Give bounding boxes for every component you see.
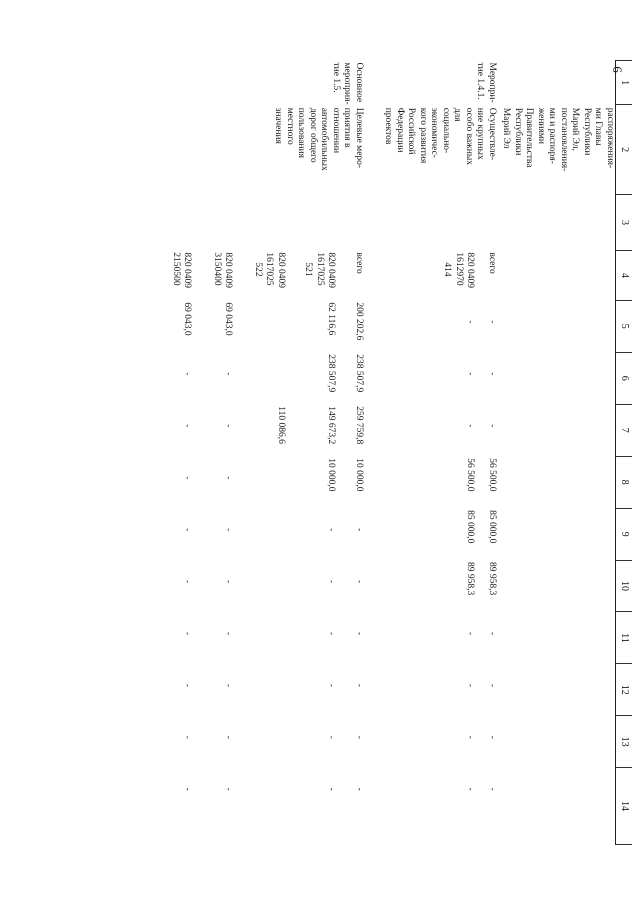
value-cell: - xyxy=(487,424,497,428)
value-cell: - xyxy=(465,683,476,687)
budget-code-line: всего xyxy=(487,252,497,274)
measure-name-line: приятия в xyxy=(342,107,353,148)
col-11 xyxy=(164,612,367,664)
value-cell: - xyxy=(487,787,497,791)
value-cell: - xyxy=(487,631,497,636)
value-cell: - xyxy=(326,787,337,791)
value-cell: - xyxy=(465,735,476,739)
header-col-14: 14 xyxy=(616,768,633,845)
value-cell: - xyxy=(326,735,337,739)
col-14 xyxy=(164,768,367,845)
value-cell: 10 000,0 xyxy=(326,458,337,492)
value-cell: - xyxy=(223,372,234,376)
value-cell: 69 043,0 xyxy=(223,302,234,336)
value-cell: - xyxy=(182,528,193,532)
value-cell: - xyxy=(223,735,234,739)
cont-text-line: Марий Эл, xyxy=(570,107,581,151)
value-cell: - xyxy=(354,683,364,687)
value-cell: - xyxy=(182,372,193,376)
value-cell: 89 958,3 xyxy=(465,562,476,596)
measure-name-line: Федерации xyxy=(395,107,405,153)
value-cell: - xyxy=(182,683,193,687)
budget-code-line: 1617025 xyxy=(264,252,275,286)
measure-name-line: экономичес- xyxy=(429,107,440,159)
budget-code-line: 3150400 xyxy=(212,252,222,286)
value-cell: - xyxy=(326,683,337,687)
measure-id xyxy=(367,61,500,105)
budget-code-line: всего xyxy=(354,252,364,274)
col-12 xyxy=(367,664,500,716)
page-number: 6 xyxy=(609,66,625,73)
value-cell: - xyxy=(326,631,337,636)
measure-name-line: автомобильных xyxy=(319,107,330,171)
col-8 xyxy=(164,456,367,508)
value-cell: - xyxy=(465,372,476,376)
header-col-2: 2 xyxy=(616,105,633,195)
col-5 xyxy=(164,300,367,352)
header-col-10: 10 xyxy=(616,560,633,612)
value-cell: - xyxy=(326,580,337,584)
header-col-7: 7 xyxy=(616,404,633,456)
col-8 xyxy=(367,456,500,508)
col-4 xyxy=(164,250,367,300)
measure-id xyxy=(164,61,367,105)
value-cell: - xyxy=(182,424,193,428)
col-12 xyxy=(164,664,367,716)
value-cell: - xyxy=(354,735,364,739)
budget-code-line: 1612970 xyxy=(454,252,464,286)
col-14 xyxy=(367,768,500,845)
col-10 xyxy=(164,560,367,612)
col-9 xyxy=(367,508,500,560)
cont-text-line: Правительства xyxy=(524,107,535,168)
value-cell: - xyxy=(182,476,193,480)
header-col-13: 13 xyxy=(616,716,633,768)
measure-name xyxy=(367,105,500,195)
budget-code-line: 2150500 xyxy=(171,252,181,286)
value-cell: - xyxy=(465,787,476,791)
value-cell: - xyxy=(182,631,193,636)
header-row xyxy=(616,61,633,845)
value-cell: - xyxy=(223,424,234,428)
cont-text-line: жениями xyxy=(536,107,546,144)
value-cell: - xyxy=(487,683,497,687)
measure-name xyxy=(164,105,367,195)
value-cell: 89 958,3 xyxy=(487,562,497,596)
col-7 xyxy=(164,404,367,456)
cont-text-line: ми и распоря- xyxy=(547,107,558,164)
col-13 xyxy=(164,716,367,768)
header-col-11: 11 xyxy=(616,612,633,664)
value-cell: 110 086,6 xyxy=(276,406,286,444)
col-5 xyxy=(367,300,500,352)
header-col-8: 8 xyxy=(616,456,633,508)
measure-id-line: Основное xyxy=(354,62,364,103)
value-cell: 149 673,2 xyxy=(326,406,337,445)
measure-name-line: значения xyxy=(273,107,284,144)
cont-text-line: Марий Эл xyxy=(501,107,512,149)
measure-name-line: Целевые меро- xyxy=(354,107,364,169)
value-cell: 56 500,0 xyxy=(487,458,497,492)
row-1-4-1 xyxy=(367,61,500,845)
header-col-5: 5 xyxy=(616,300,633,352)
budget-table xyxy=(164,60,632,845)
header-col-6: 6 xyxy=(616,352,633,404)
measure-name-line: дорог общего xyxy=(308,107,318,163)
header-col-4: 4 xyxy=(616,250,633,300)
col-6 xyxy=(367,352,500,404)
col-13 xyxy=(367,716,500,768)
cont-text-line: постановления- xyxy=(559,107,569,172)
measure-id-line: Меропри- xyxy=(487,62,497,103)
col-11 xyxy=(367,612,500,664)
value-cell: 259 759,8 xyxy=(354,406,364,445)
measure-name-line: кого развития xyxy=(418,107,428,164)
measure-id-line: мероприя- xyxy=(342,62,353,105)
col-10 xyxy=(367,560,500,612)
value-cell: - xyxy=(223,528,234,532)
col-9 xyxy=(164,508,367,560)
header-col-3: 3 xyxy=(616,195,633,251)
value-cell: - xyxy=(465,631,476,636)
measure-name-line: для xyxy=(452,107,463,122)
budget-code-line: 1617025 xyxy=(315,252,325,286)
value-cell: 69 043,0 xyxy=(182,302,193,336)
cont-col1 xyxy=(500,61,616,105)
cont-col2 xyxy=(500,105,616,195)
value-cell: 200 202,6 xyxy=(354,302,364,341)
value-cell: - xyxy=(487,372,497,376)
value-cell: 56 500,0 xyxy=(465,458,476,492)
value-cell: - xyxy=(223,631,234,636)
rotated-table-container xyxy=(124,60,632,845)
budget-code-line: 820 0409 xyxy=(276,252,286,289)
value-cell: - xyxy=(182,735,193,739)
value-cell: - xyxy=(223,683,234,687)
budget-code-line: 521 xyxy=(303,262,314,277)
value-cell: - xyxy=(326,528,337,532)
measure-id-line: тие 1.4.1. xyxy=(475,62,486,100)
header-col-9: 9 xyxy=(616,508,633,560)
col3-empty xyxy=(164,195,367,251)
measure-name-line: проектов xyxy=(383,107,394,145)
value-cell: - xyxy=(182,787,193,791)
col-7 xyxy=(367,404,500,456)
value-cell: 85 000,0 xyxy=(487,510,497,544)
value-cell: - xyxy=(354,528,364,532)
measure-name-line: ние крупных xyxy=(475,107,486,160)
continued-row xyxy=(500,61,616,845)
value-cell: - xyxy=(487,320,497,324)
value-cell: - xyxy=(354,580,364,584)
measure-name-line: местного xyxy=(285,107,295,145)
measure-name-line: Российской xyxy=(406,107,417,155)
value-cell: - xyxy=(465,424,476,428)
value-cell: - xyxy=(487,735,497,739)
value-cell: - xyxy=(354,631,364,636)
measure-id-line: тие 1.5. xyxy=(331,62,341,93)
row-1-5 xyxy=(164,61,367,845)
budget-code-line: 820 0409 xyxy=(326,252,337,289)
measure-name-line: социально- xyxy=(441,107,451,154)
col3-empty xyxy=(367,195,500,251)
budget-code-line: 522 xyxy=(253,262,263,277)
budget-code-line: 820 0409 xyxy=(223,252,234,289)
value-cell: 62 116,6 xyxy=(326,302,337,336)
measure-name-line: пользования xyxy=(296,107,307,159)
col-4 xyxy=(367,250,500,300)
budget-code-line: 414 xyxy=(442,262,453,277)
budget-code-line: 820 0409 xyxy=(465,252,476,289)
value-cell: 238 507,9 xyxy=(354,354,364,393)
budget-code-line: 820 0409 xyxy=(182,252,193,289)
col-6 xyxy=(164,352,367,404)
value-cell: - xyxy=(223,787,234,791)
header-col-1: 1 xyxy=(616,61,633,105)
measure-name-line: особо важных xyxy=(464,107,474,165)
value-cell: - xyxy=(465,320,476,324)
cont-text-line: Республики xyxy=(513,107,523,156)
value-cell: 10 000,0 xyxy=(354,458,364,492)
value-cell: - xyxy=(223,476,234,480)
value-cell: 85 000,0 xyxy=(465,510,476,544)
value-cell: 238 507,9 xyxy=(326,354,337,393)
cont-text-line: ми Главы xyxy=(593,107,604,146)
cont-rest xyxy=(500,195,616,845)
measure-name-line: Осуществле- xyxy=(487,107,497,161)
value-cell: - xyxy=(223,580,234,584)
value-cell: - xyxy=(354,787,364,791)
header-col-12: 12 xyxy=(616,664,633,716)
cont-text-line: распоряжения- xyxy=(605,107,615,169)
value-cell: - xyxy=(182,580,193,584)
measure-name-line: отношении xyxy=(331,107,341,154)
cont-text-line: Республики xyxy=(582,107,592,156)
